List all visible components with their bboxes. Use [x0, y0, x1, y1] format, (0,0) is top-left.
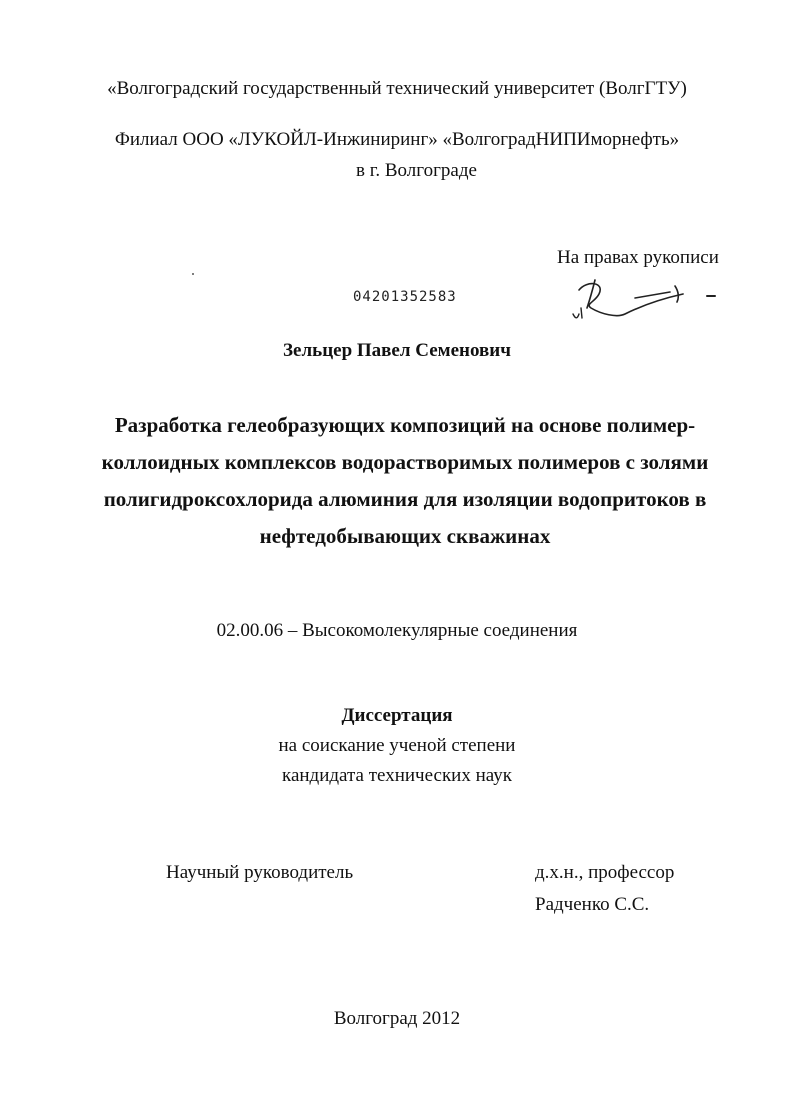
branch-location: в г. Волгограде	[356, 160, 477, 181]
author-name: Зельцер Павел Семенович	[283, 340, 511, 361]
supervisor-title: д.х.н., профессор	[535, 862, 675, 883]
specialty-code: 02.00.06 – Высокомолекулярные соединения	[216, 620, 578, 641]
work-type: Диссертация	[341, 705, 453, 726]
registration-number: 04201352583	[353, 289, 457, 305]
city-year: Волгоград 2012	[333, 1008, 461, 1029]
manuscript-rights-label: На правах рукописи	[557, 247, 719, 268]
supervisor-label: Научный руководитель	[166, 862, 354, 883]
university-name: «Волгоградский государственный технический университет (ВолгГТУ)	[107, 78, 687, 99]
title-line: коллоидных комплексов водорастворимых полимеров с золями	[101, 450, 709, 474]
branch-name: Филиал ООО «ЛУКОЙЛ-Инжиниринг» «ВолгоградНИПИморнефть»	[114, 129, 680, 150]
supervisor-name: Радченко С.С.	[535, 894, 650, 915]
handwritten-signature	[565, 274, 725, 334]
degree-line-2: кандидата технических наук	[282, 765, 512, 786]
scan-speck	[192, 273, 194, 275]
dissertation-title	[60, 407, 750, 555]
title-line: нефтедобывающих скважинах	[259, 524, 551, 548]
degree-line-1: на соискание ученой степени	[278, 735, 516, 756]
title-line: полигидроксохлорида алюминия для изоляции водопритоков в	[103, 487, 707, 511]
title-line: Разработка гелеобразующих композиций на основе полимер-	[114, 413, 696, 437]
